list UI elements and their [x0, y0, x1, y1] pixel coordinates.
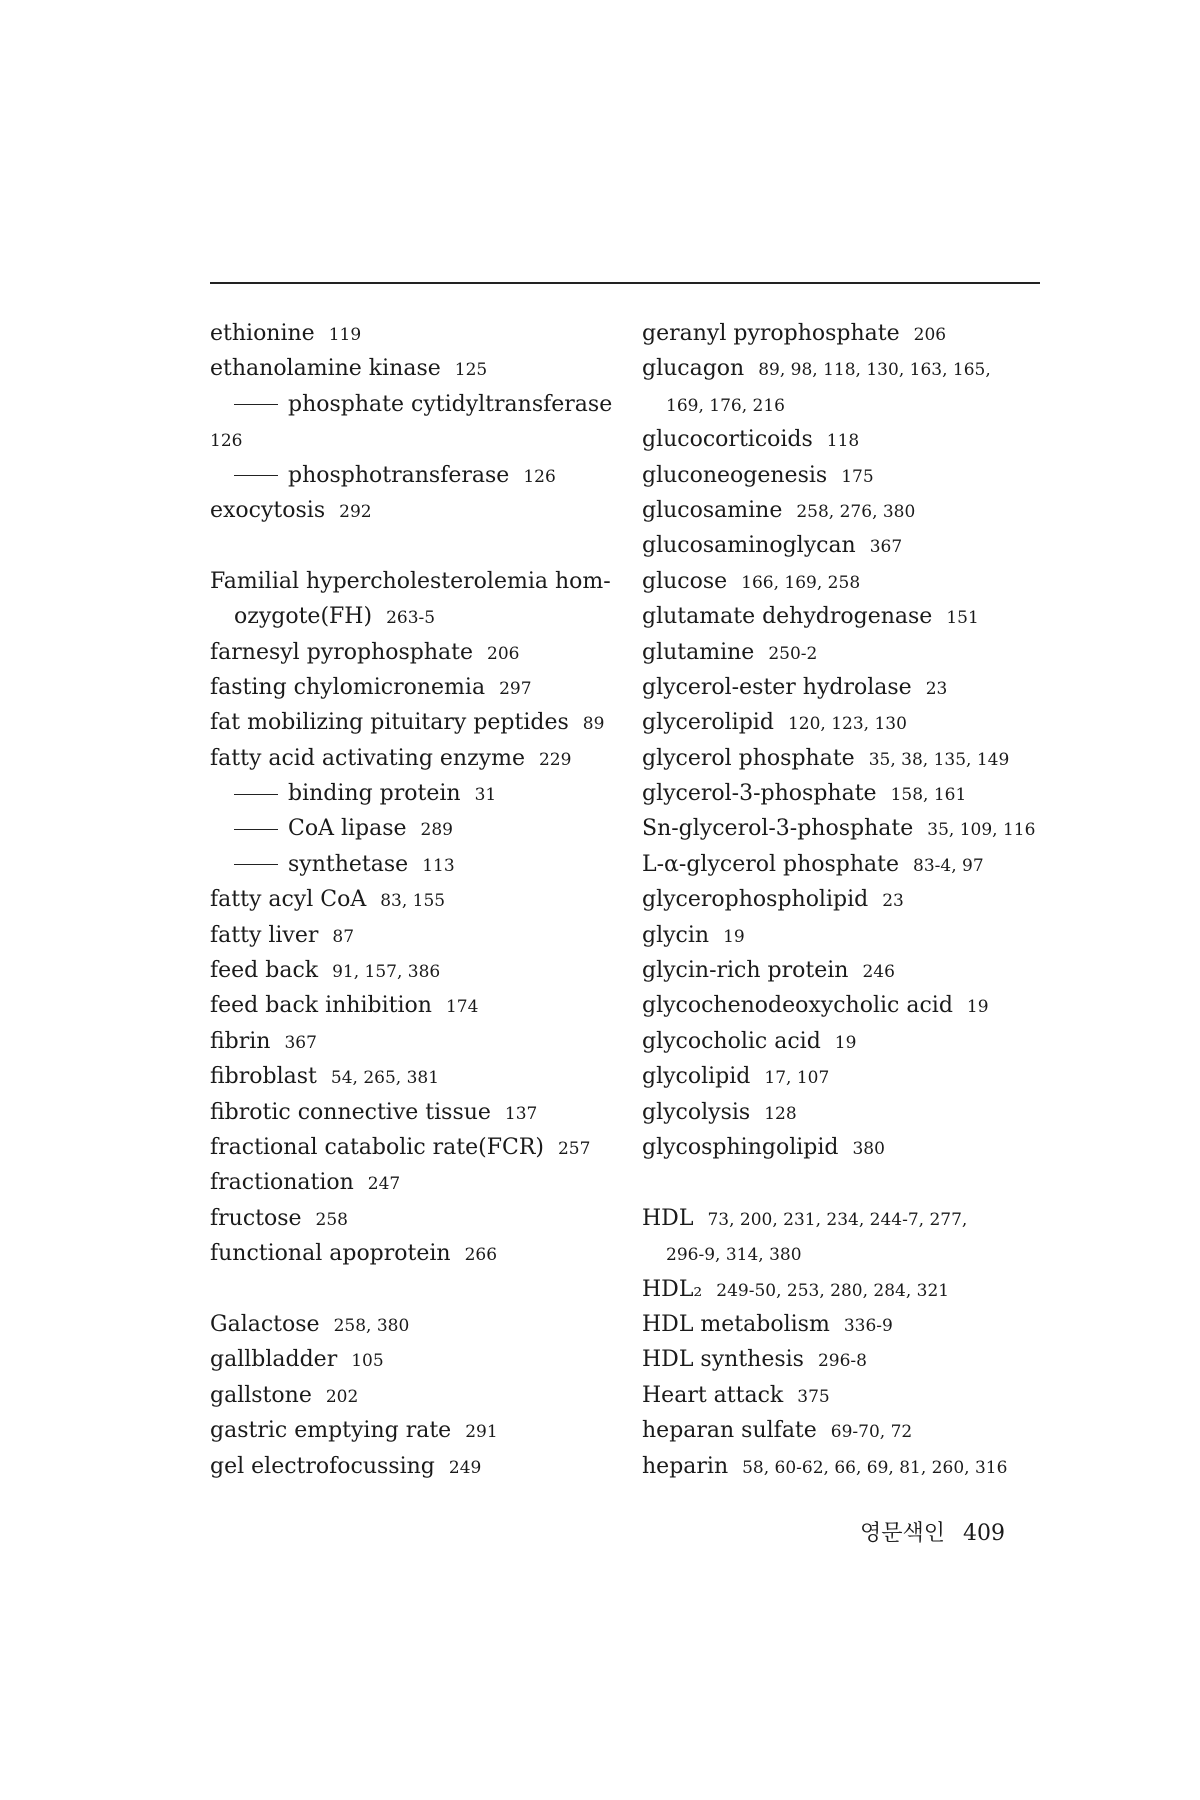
index-entry: [642, 741, 1062, 776]
index-pages: 257: [557, 1138, 591, 1159]
index-entry: [210, 1378, 640, 1413]
index-pages: 126: [210, 431, 243, 452]
index-entry: [642, 705, 1062, 740]
index-pages: 125: [454, 360, 488, 381]
index-term: fat mobilizing pituitary peptides: [210, 710, 569, 736]
index-term: glutamate dehydrogenase: [642, 604, 933, 630]
index-entry: [210, 1449, 640, 1484]
index-entry: [642, 847, 1062, 882]
index-term-continuation: ozygote(FH): [234, 604, 373, 630]
index-pages: 229: [538, 749, 572, 770]
header-rule: [210, 282, 1040, 284]
index-entry: [210, 1165, 640, 1200]
index-pages: 291: [465, 1422, 498, 1443]
index-pages: 375: [797, 1386, 830, 1407]
index-pages: 258, 276, 380: [796, 501, 916, 522]
index-entry: [642, 776, 1062, 811]
index-entry: [642, 1378, 1062, 1413]
index-term: glycerolipid: [642, 710, 774, 736]
index-pages: 128: [764, 1103, 797, 1124]
index-entry: [210, 811, 640, 846]
index-pages: 105: [351, 1351, 384, 1372]
index-pages: 19: [834, 1032, 857, 1053]
index-term: glycosphingolipid: [642, 1134, 839, 1160]
index-term: functional apoprotein: [210, 1241, 451, 1267]
index-term: gluconeogenesis: [642, 462, 828, 488]
index-entry: [210, 351, 640, 386]
index-column-right: [642, 316, 1062, 1484]
index-term: glycin-rich protein: [642, 958, 849, 984]
index-pages: 246: [862, 962, 895, 983]
index-term: ethanolamine kinase: [210, 356, 441, 382]
index-term: gallstone: [210, 1382, 312, 1408]
index-term: heparan sulfate: [642, 1418, 817, 1444]
index-pages: 83-4, 97: [913, 855, 984, 876]
index-entry: [642, 953, 1062, 988]
index-entry: [642, 1024, 1062, 1059]
index-pages: 23: [882, 891, 904, 912]
index-term: glycerol phosphate: [642, 745, 855, 771]
index-entry: [210, 776, 640, 811]
index-pages: 17, 107: [764, 1068, 830, 1089]
section-gap: [642, 1165, 1062, 1200]
index-pages: 247: [367, 1174, 401, 1195]
index-pages: 54, 265, 381: [330, 1068, 440, 1089]
index-term: glycolipid: [642, 1064, 751, 1090]
index-term: feed back: [210, 958, 319, 984]
index-term: ethionine: [210, 321, 315, 346]
index-entry: [642, 1307, 1062, 1342]
index-term: fibroblast: [210, 1064, 317, 1090]
index-term: glycocholic acid: [642, 1028, 821, 1054]
index-term: binding protein: [288, 781, 461, 807]
index-pages: 118: [826, 431, 860, 452]
index-entry: [642, 458, 1062, 493]
index-term: CoA lipase: [288, 816, 407, 842]
index-entry: [642, 1449, 1062, 1484]
index-term: glucosamine: [642, 497, 783, 523]
index-pages: 297: [499, 678, 532, 699]
index-pages: 206: [913, 325, 947, 345]
index-term: glucagon: [642, 356, 745, 382]
index-entry-continuation: [642, 1236, 1062, 1271]
index-term: HDL: [642, 1205, 694, 1231]
index-term: glycochenodeoxycholic acid: [642, 993, 953, 1019]
index-term: gel electrofocussing: [210, 1453, 435, 1479]
index-pages: 166, 169, 258: [741, 572, 861, 593]
index-pages: 249-50, 253, 280, 284, 321: [716, 1280, 950, 1301]
page-number: 409: [963, 1521, 1006, 1546]
index-entry: [210, 953, 640, 988]
index-entry: [210, 1095, 640, 1130]
index-entry: [210, 1024, 640, 1059]
index-term: L-α-glycerol phosphate: [642, 851, 900, 877]
section-label: 영문색인: [860, 1521, 946, 1546]
index-pages: 202: [325, 1386, 359, 1407]
index-pages: 23: [925, 678, 948, 699]
index-entry: [210, 635, 640, 670]
index-term: geranyl pyrophosphate: [642, 321, 900, 346]
repeat-dash: [234, 475, 278, 476]
index-pages: 89, 98, 118, 130, 163, 165,: [758, 360, 991, 381]
index-term: glutamine: [642, 639, 755, 665]
index-entry: [642, 599, 1062, 634]
section-gap: [210, 528, 640, 563]
index-entry: [210, 882, 640, 917]
index-term: glucosaminoglycan: [642, 533, 856, 559]
index-entry: [642, 316, 1062, 351]
index-term: Galactose: [210, 1311, 320, 1337]
index-pages: 263-5: [386, 608, 436, 629]
index-entry: [642, 564, 1062, 599]
index-entry: [210, 705, 640, 740]
index-term: fatty liver: [210, 922, 319, 948]
index-pages: 292: [339, 501, 372, 522]
repeat-dash: [234, 404, 278, 405]
index-pages: 87: [332, 926, 355, 947]
index-column-left: [210, 316, 640, 1484]
index-pages: 120, 123, 130: [787, 714, 907, 735]
index-entry: [642, 635, 1062, 670]
index-term: glycerophospholipid: [642, 887, 869, 913]
index-pages: 69-70, 72: [830, 1422, 913, 1443]
index-entry: [642, 1095, 1062, 1130]
index-entry: [642, 1342, 1062, 1377]
index-entry: [642, 1272, 1062, 1307]
index-pages: 174: [445, 997, 479, 1018]
index-entry: [210, 1201, 640, 1236]
repeat-dash: [234, 829, 278, 830]
index-pages: 266: [464, 1245, 498, 1266]
index-term: gastric emptying rate: [210, 1418, 452, 1444]
index-pages: 336-9: [843, 1315, 893, 1336]
index-entry: [642, 528, 1062, 563]
index-term: Heart attack: [642, 1382, 784, 1408]
index-term: heparin: [642, 1453, 729, 1479]
index-pages: 206: [487, 643, 520, 664]
index-entry: [642, 493, 1062, 528]
index-term: feed back inhibition: [210, 993, 432, 1019]
index-term: phosphotransferase: [288, 462, 510, 488]
index-entry: [642, 1201, 1062, 1236]
index-term: fatty acyl CoA: [210, 887, 367, 913]
index-entry: [210, 1413, 640, 1448]
index-pages: 250-2: [768, 643, 818, 664]
index-pages: 31: [474, 785, 497, 806]
index-entry: [210, 387, 640, 422]
index-entry: [642, 1059, 1062, 1094]
index-entry: [642, 1130, 1062, 1165]
index-entry: [210, 564, 640, 599]
index-pages: 249: [448, 1457, 482, 1478]
index-pages: 367: [869, 537, 903, 558]
index-term: phosphate cytidyltransferase: [288, 391, 613, 417]
index-pages: 89: [582, 714, 605, 735]
index-term: HDL₂: [642, 1276, 703, 1302]
index-term: gallbladder: [210, 1347, 338, 1373]
index-pages: 175: [841, 466, 874, 487]
index-term: glycin: [642, 922, 710, 948]
index-pages: 58, 60-62, 66, 69, 81, 260, 316: [742, 1457, 1008, 1478]
index-pages-continuation: 296-9, 314, 380: [666, 1245, 802, 1266]
index-entry: [210, 988, 640, 1023]
index-pages: 289: [420, 820, 453, 841]
index-pages: 35, 38, 135, 149: [868, 749, 1010, 770]
index-entry: [210, 458, 640, 493]
index-pages: 91, 157, 386: [332, 962, 441, 983]
index-entry: [642, 670, 1062, 705]
index-pages: 83, 155: [380, 891, 446, 912]
repeat-dash: [234, 794, 278, 795]
index-pages: 296-8: [817, 1351, 867, 1372]
index-entry: [642, 882, 1062, 917]
index-term: HDL metabolism: [642, 1311, 830, 1337]
index-term: exocytosis: [210, 497, 326, 523]
index-term: farnesyl pyrophosphate: [210, 639, 474, 665]
index-term: fibrin: [210, 1028, 271, 1054]
index-pages: 35, 109, 116: [927, 820, 1036, 841]
index-entry-continuation: [210, 422, 640, 457]
index-entry: [642, 811, 1062, 846]
index-term: glycerol-3-phosphate: [642, 781, 877, 807]
index-entry: [210, 1307, 640, 1342]
index-term: glycerol-ester hydrolase: [642, 674, 912, 700]
index-term: glycolysis: [642, 1099, 751, 1125]
section-gap: [210, 1272, 640, 1307]
index-entry: [210, 1342, 640, 1377]
index-term: glucocorticoids: [642, 427, 813, 453]
index-pages: 19: [723, 926, 745, 947]
index-pages-continuation: 169, 176, 216: [666, 395, 785, 416]
index-entry: [210, 918, 640, 953]
index-term: fasting chylomicronemia: [210, 674, 486, 700]
index-term: fractionation: [210, 1170, 354, 1196]
index-term: HDL synthesis: [642, 1347, 804, 1373]
index-pages: 158, 161: [890, 785, 967, 806]
index-term: fractional catabolic rate(FCR): [210, 1134, 544, 1160]
index-term: fibrotic connective tissue: [210, 1099, 491, 1125]
index-entry: [210, 1236, 640, 1271]
index-entry: [210, 741, 640, 776]
page-footer: [860, 1516, 1005, 1547]
index-term: fructose: [210, 1205, 302, 1231]
index-pages: 126: [523, 466, 556, 487]
index-pages: 19: [966, 997, 989, 1018]
repeat-dash: [234, 864, 278, 865]
index-term: glucose: [642, 568, 728, 594]
index-pages: 258, 380: [333, 1315, 410, 1336]
index-entry: [210, 1130, 640, 1165]
index-entry: [642, 988, 1062, 1023]
index-term: Sn-glycerol-3-phosphate: [642, 816, 914, 842]
index-entry: [642, 351, 1062, 386]
index-entry-continuation: [642, 387, 1062, 422]
index-entry: [210, 316, 640, 351]
index-pages: 119: [328, 325, 362, 345]
index-pages: 113: [422, 855, 455, 876]
index-pages: 137: [504, 1103, 538, 1124]
index-term: fatty acid activating enzyme: [210, 745, 525, 771]
index-term: synthetase: [288, 851, 409, 877]
index-entry: [210, 670, 640, 705]
index-entry: [642, 1413, 1062, 1448]
index-pages: 380: [852, 1138, 885, 1159]
index-entry-continuation: [210, 599, 640, 634]
index-pages: 367: [284, 1032, 317, 1053]
index-entry: [642, 422, 1062, 457]
index-entry: [210, 493, 640, 528]
index-entry: [210, 1059, 640, 1094]
index-pages: 258: [315, 1209, 348, 1230]
index-entry: [642, 918, 1062, 953]
index-pages: 151: [946, 608, 979, 629]
index-term: Familial hypercholesterolemia hom-: [210, 568, 611, 594]
index-pages: 73, 200, 231, 234, 244-7, 277,: [707, 1209, 968, 1230]
index-entry: [210, 847, 640, 882]
